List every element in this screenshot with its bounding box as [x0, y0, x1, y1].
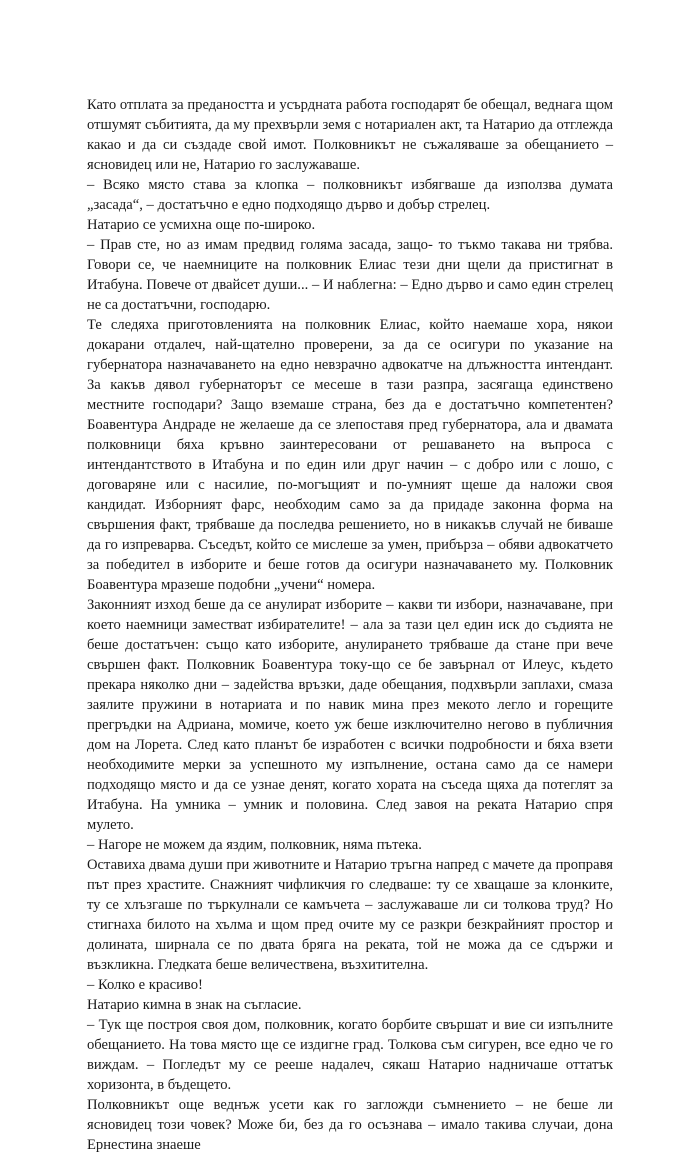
- paragraph: Те следяха приготовленията на полковник Елиас, който наемаше хора, някои докарани отдалеч, най-щателно проверени, за да се осигури по указание на губернатора назначаването на едно невзрачно адвокатче на длъжността интендант. За какъв дявол губернаторът се месеше в тази разпра, засягаща единствено местните господари? Защо вземаше страна, без да е достатъчно компетентен? Боавентура Андраде не желаеше да се злепоставя пред губернатора, ала и двамата полковници бяха кръвно заинтересовани от решаването на въпроса с интендантството в Итабуна и по един или друг начин – с добро или с лошо, с договаряне или с насилие, по-могъщият и по-умният щеше да наложи своя кандидат. Изборният фарс, необходим само за да придаде законна форма на свършения факт, трябваше да последва решението, но в никакъв случай не биваше да го изпреварва. Съседът, който се мислеше за умен, прибърза – обяви адвокатчето за победител в изборите и беше готов да осигури назначаването му. Полковник Боавентура мразеше подобни „учени“ номера.: [87, 317, 613, 593]
- paragraph: Като отплата за предаността и усърдната работа господарят бе обещал, веднага щом отшумят събитията, да му прехвърли земя с нотариален акт, та Натарио да отглежда какао и да си създаде свой имот. Полковникът не съжаляваше за обещанието – ясновидец или не, Натарио го заслужаваше.: [87, 97, 613, 173]
- paragraph: – Тук ще построя своя дом, полковник, когато борбите свършат и вие си изпълните обещанието. На това място ще се издигне град. Толкова съм сигурен, все едно че го виждам. – Погледът му се рееше надалеч, сякаш Натарио надничаше оттатък хоризонта, в бъдещето.: [87, 1017, 613, 1093]
- paragraph: Законният изход беше да се анулират изборите – какви ти избори, назначаване, при което наемници заместват избирателите! – ала за тази цел един иск до съдията не беше достатъчен: също като изборите, анулирането трябваше да стане при вече свършен факт. Полковник Боавентура току-що се бе завърнал от Илеус, където прекара няколко дни – задейства връзки, даде обещания, подхвърли заплахи, смаза заялите пружини в нотариата и по навик мина през мекото легло и горещите прегръдки на Адриана, момиче, което уж беше изключително негово в публичния дом на Лорета. След като планът бе изработен с всички подробности и бяха взети необходимите мерки за успешното му изпълнение, остана само да се намери подходящо място и да се узнае денят, когато хората на съседа щяха да потеглят за Итабуна. На умника – умник и половина. След завоя на реката Натарио спря мулето.: [87, 597, 613, 833]
- paragraph: Полковникът още веднъж усети как го загложди съмнението – не беше ли ясновидец този човек? Може би, без да го осъзнава – имало такива случаи, дона Ернестина знаеше: [87, 1097, 613, 1153]
- paragraph: Оставиха двама души при животните и Натарио тръгна напред с мачете да проправя път през храстите. Снажният чифликчия го следваше: ту се хващаше за клонките, ту се хлъзгаше по търкулнали се камъчета – заслужаваше ли си толкова труд? Но стигнаха билото на хълма и щом пред очите му се разкри безкрайният простор и долината, ширнала се по двата бряга на реката, той не можа да се сдържи и възкликна. Гледката беше величествена, възхитителна.: [87, 857, 613, 973]
- paragraph: – Всяко място става за клопка – полковникът избягваше да използва думата „засада“, – достатъчно е едно подходящо дърво и добър стрелец.: [87, 177, 613, 213]
- paragraph: Натарио се усмихна още по-широко.: [87, 217, 316, 233]
- paragraph: – Прав сте, но аз имам предвид голяма засада, защо- то тъкмо такава ни трябва. Говори се, че наемниците на полковник Елиас тези дни щели да пристигнат в Итабуна. Повече от двайсет души... – И наблегна: – Едно дърво и само един стрелец не са достатъчни, господарю.: [87, 237, 613, 313]
- paragraph: – Нагоре не можем да яздим, полковник, няма пътека.: [87, 837, 422, 853]
- paragraph: Натарио кимна в знак на съгласие.: [87, 997, 302, 1013]
- paragraph: – Колко е красиво!: [87, 977, 203, 993]
- body-text: [87, 95, 613, 1155]
